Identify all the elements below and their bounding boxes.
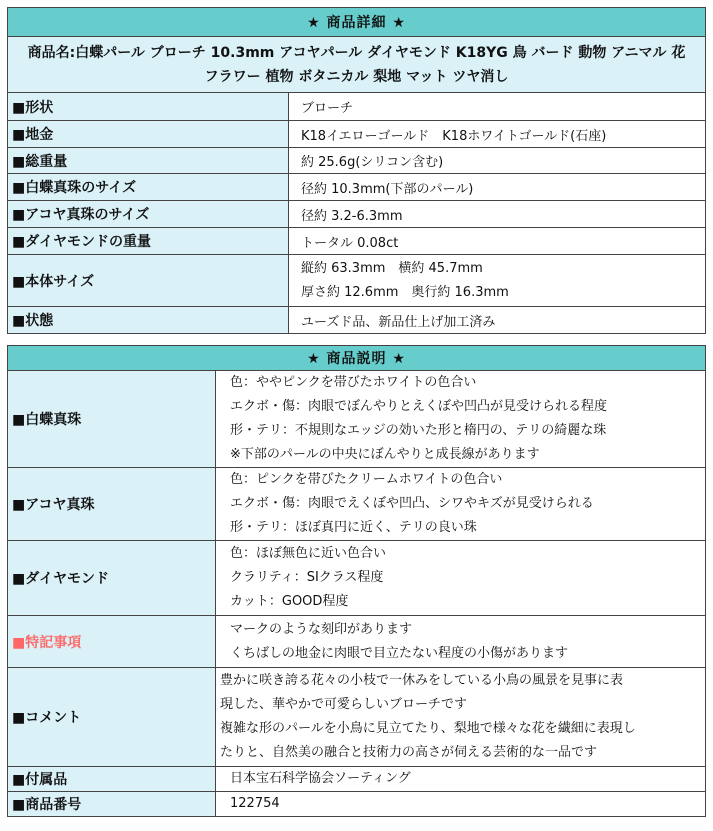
spec-value-body-size — [289, 255, 706, 307]
spec-value-condition: ユーズド品、新品仕上げ加工済み — [289, 307, 706, 334]
desc-comment-line: 複雑な形のパールを小鳥に見立てたり、梨地で様々な花を繊細に表現し — [220, 721, 636, 736]
details-header: ★ 商品詳細 ★ — [8, 8, 706, 37]
spec-label-diamond-weight: ■ダイヤモンドの重量 — [8, 228, 289, 255]
description-table — [7, 345, 706, 817]
desc-diamond-line: 色：ほぼ無色に近い色合い — [230, 546, 387, 561]
spec-label-shape: ■形状 — [8, 93, 289, 121]
spec-value-body-size-line1: 縦約 63.3mm 横約 45.7mm — [301, 260, 483, 276]
spec-value-body-size-line2: 厚さ約 12.6mm 奥行約 16.3mm — [301, 284, 509, 300]
desc-southsea-line: エクボ・傷：肉眼でぼんやりとえくぼや凹凸が見受けられる程度 — [230, 399, 608, 414]
desc-value-comment — [216, 668, 706, 767]
spec-value-diamond-weight: トータル 0.08ct — [289, 228, 706, 255]
desc-label-diamond: ■ダイヤモンド — [8, 541, 216, 616]
product-name-line1: 商品名:白蝶パール ブローチ 10.3mm アコヤパール ダイヤモンド K18YG 鳥 バード 動物 アニマル 花 — [27, 44, 686, 61]
desc-southsea-line: 形・テリ：不規則なエッジの効いた形と楕円の、テリの綺麗な珠 — [230, 423, 607, 438]
desc-diamond-line: カット：GOOD程度 — [230, 594, 349, 609]
product-name — [8, 37, 706, 93]
desc-value-diamond — [216, 541, 706, 616]
desc-label-accessories: ■付属品 — [8, 767, 216, 792]
desc-label-akoya: ■アコヤ真珠 — [8, 468, 216, 541]
desc-value-accessories: 日本宝石科学協会ソーティング — [216, 767, 706, 792]
desc-comment-line: たりと、自然美の融合と技術力の高さが伺える芸術的な一品です — [220, 745, 598, 760]
spec-value-weight: 約 25.6g(シリコン含む) — [289, 148, 706, 174]
desc-value-akoya — [216, 468, 706, 541]
desc-akoya-line: 形・テリ：ほぼ真円に近く、テリの良い珠 — [230, 520, 477, 535]
desc-label-southsea: ■白蝶真珠 — [8, 371, 216, 468]
desc-value-southsea — [216, 371, 706, 468]
desc-akoya-line: 色：ピンクを帯びたクリームホワイトの色合い — [230, 472, 503, 487]
spec-label-akoya-size: ■アコヤ真珠のサイズ — [8, 201, 289, 228]
spec-label-weight: ■総重量 — [8, 148, 289, 174]
desc-akoya-line: エクボ・傷：肉眼でえくぼや凹凸、シワやキズが見受けられる — [230, 496, 594, 511]
spec-value-southsea-size: 径約 10.3mm(下部のパール) — [289, 174, 706, 201]
desc-value-special-notes — [216, 616, 706, 668]
desc-label-comment: ■コメント — [8, 668, 216, 767]
desc-diamond-line: クラリティ：SIクラス程度 — [230, 570, 384, 585]
desc-southsea-line: 色：ややピンクを帯びたホワイトの色合い — [230, 375, 477, 390]
spec-value-shape: ブローチ — [289, 93, 706, 121]
desc-comment-line: 豊かに咲き誇る花々の小枝で一休みをしている小鳥の風景を見事に表 — [220, 673, 624, 688]
desc-southsea-line: ※下部のパールの中央にぼんやりと成長線があります — [230, 447, 540, 462]
spec-label-metal: ■地金 — [8, 121, 289, 148]
desc-notes-line: マークのような刻印があります — [230, 621, 413, 637]
desc-notes-line: くちばしの地金に肉眼で目立たない程度の小傷があります — [230, 645, 569, 661]
spec-value-akoya-size: 径約 3.2-6.3mm — [289, 201, 706, 228]
description-header: ★ 商品説明 ★ — [8, 346, 706, 371]
desc-comment-line: 現した、華やかで可愛らしいブローチです — [220, 697, 468, 712]
desc-value-product-number: 122754 — [216, 792, 706, 817]
desc-label-product-number: ■商品番号 — [8, 792, 216, 817]
spec-value-metal: K18イエローゴールド K18ホワイトゴールド(石座) — [289, 121, 706, 148]
spec-label-body-size: ■本体サイズ — [8, 255, 289, 307]
spec-label-condition: ■状態 — [8, 307, 289, 334]
spec-label-southsea-size: ■白蝶真珠のサイズ — [8, 174, 289, 201]
desc-label-special-notes: ■特記事項 — [8, 616, 216, 668]
product-name-line2: フラワー 植物 ボタニカル 梨地 マット ツヤ消し — [204, 68, 509, 85]
details-table — [7, 7, 706, 334]
